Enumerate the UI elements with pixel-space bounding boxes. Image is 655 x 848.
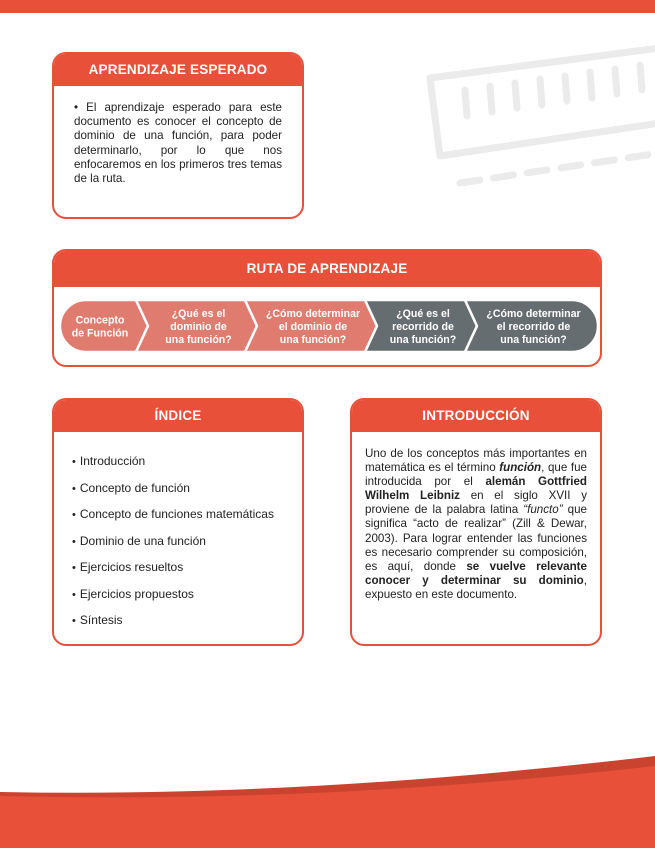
indice-title: ÍNDICE <box>54 400 302 432</box>
indice-item[interactable]: • Concepto de funciones matemáticas <box>72 507 274 521</box>
learning-step-label: una función? <box>165 334 232 346</box>
ruta-aprendizaje-card <box>52 249 602 367</box>
introduccion-text: Uno de los conceptos más importantes en matemática es el término función, que fue introducida por el alemán Gottfried Wilhelm Leibniz en el siglo XVII y proviene de la palabra latina “functo” que significa “acto de realizar” (Zill & Dewar, 2003). Para lograr entender las funciones es necesario comprender su composición, es aquí, donde se vuelve relevante conocer y determinar su dominio, expuesto en este documento. <box>365 447 588 601</box>
introduccion-card <box>350 398 602 646</box>
learning-step-label: una función? <box>500 334 567 346</box>
learning-step-label: Concepto <box>75 314 125 327</box>
indice-list <box>54 432 302 629</box>
indice-card <box>52 398 304 646</box>
indice-item[interactable]: • Introducción <box>72 454 146 468</box>
indice-item[interactable]: • Ejercicios propuestos <box>72 586 194 601</box>
learning-step-label: el dominio de <box>278 321 348 333</box>
learning-step-2[interactable] <box>136 300 257 352</box>
aprendizaje-esperado-text: • El aprendizaje esperado para este documento es conocer el concepto de dominio de una función, para poder determinarlo, por lo que nos enfocaremos en los primeros tres temas de la ruta. <box>74 101 282 186</box>
indice-item[interactable]: • Concepto de función <box>72 480 190 495</box>
learning-step-label: recorrido de <box>392 321 454 333</box>
ruta-aprendizaje-title: RUTA DE APRENDIZAJE <box>54 251 600 287</box>
learning-step-label: dominio de <box>170 321 227 333</box>
introduccion-title: INTRODUCCIÓN <box>352 400 600 432</box>
learning-step-4[interactable] <box>365 300 477 352</box>
learning-step-label: una función? <box>389 334 457 346</box>
bottom-wave-decoration <box>0 752 655 848</box>
ruler-watermark-icon <box>420 28 655 198</box>
aprendizaje-esperado-card <box>52 52 304 219</box>
top-accent-bar <box>0 0 655 13</box>
learning-step-1[interactable] <box>60 300 148 352</box>
aprendizaje-esperado-title: APRENDIZAJE ESPERADO <box>54 54 302 86</box>
learning-step-label: de Función <box>71 327 129 340</box>
learning-step-label: una función? <box>279 334 347 346</box>
indice-item[interactable]: • Síntesis <box>72 613 123 627</box>
learning-path-steps <box>60 300 600 352</box>
indice-item[interactable]: • Ejercicios resueltos <box>72 560 184 574</box>
learning-step-5[interactable] <box>465 300 598 352</box>
learning-step-label: ¿Cómo determinar <box>486 308 581 320</box>
learning-step-label: ¿Cómo determinar <box>265 308 361 320</box>
learning-step-label: ¿Qué es el <box>396 308 450 320</box>
indice-item[interactable]: • Dominio de una función <box>72 533 206 548</box>
learning-step-3[interactable] <box>245 300 377 352</box>
learning-step-label: el recorrido de <box>496 321 571 333</box>
learning-step-label: ¿Qué es el <box>171 308 226 320</box>
